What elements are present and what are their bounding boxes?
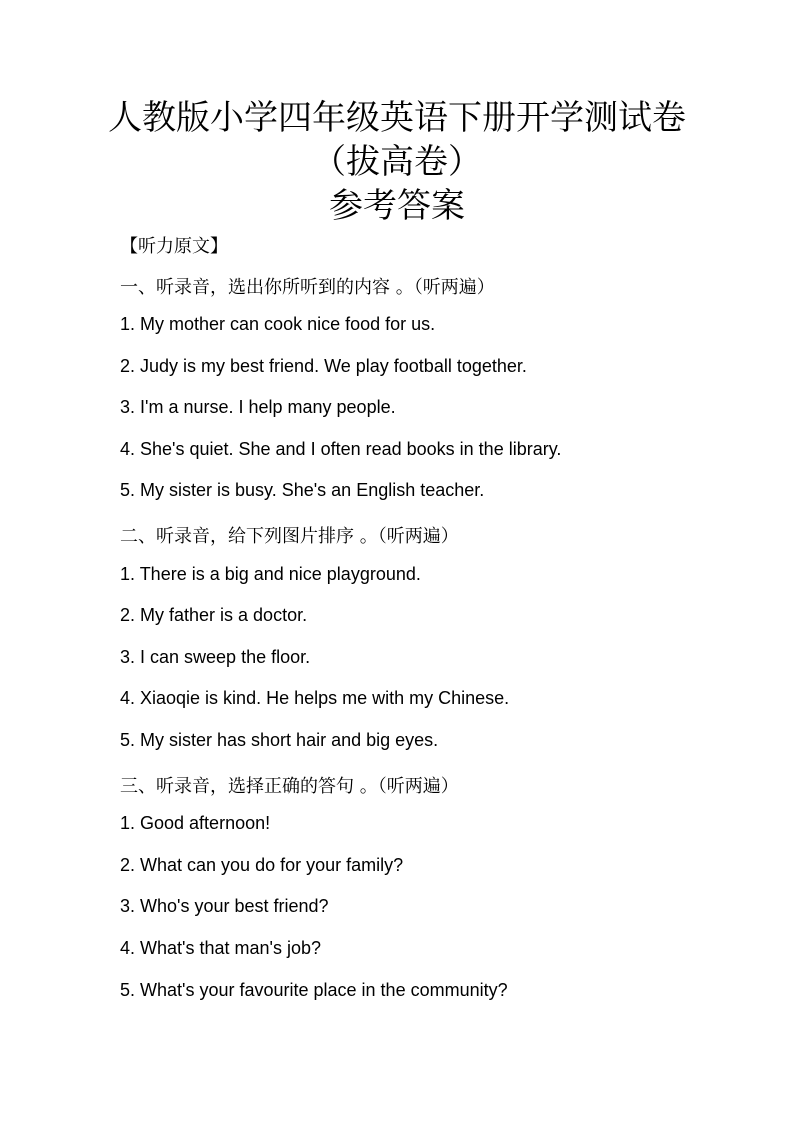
section-2-item-3: 3. I can sweep the floor. <box>120 647 311 667</box>
section-3-item-5: 5. What's your favourite place in the community? <box>120 980 508 1000</box>
title-line-3: 参考答案 <box>329 186 465 226</box>
section-2-item-2: 2. My father is a doctor. <box>120 605 308 625</box>
section-1-item-3: 3. I'm a nurse. I help many people. <box>120 397 396 417</box>
section-3-item-2: 2. What can you do for your family? <box>120 855 404 875</box>
section-2-heading: 二、听录音，给下列图片排序 。（听两遍） <box>120 526 459 547</box>
section-3-heading: 三、听录音，选择正确的答句 。（听两遍） <box>120 776 459 797</box>
title-line-2: （拔高卷） <box>312 142 482 182</box>
section-3-item-3: 3. Who's your best friend? <box>120 896 329 916</box>
title-line-1: 人教版小学四年级英语下册开学测试卷 <box>108 98 686 138</box>
section-1-item-4: 4. She's quiet. She and I often read books in the library. <box>120 439 562 459</box>
section-1-item-5: 5. My sister is busy. She's an English teacher. <box>120 480 485 500</box>
section-2-item-5: 5. My sister has short hair and big eyes. <box>120 730 439 750</box>
listening-script-label: 【听力原文】 <box>120 236 228 257</box>
section-2-item-1: 1. There is a big and nice playground. <box>120 564 421 584</box>
section-3-item-4: 4. What's that man's job? <box>120 938 321 958</box>
section-3-item-1: 1. Good afternoon! <box>120 813 271 833</box>
section-2-item-4: 4. Xiaoqie is kind. He helps me with my Chinese. <box>120 688 510 708</box>
section-1-item-2: 2. Judy is my best friend. We play football together. <box>120 356 527 376</box>
section-1-item-1: 1. My mother can cook nice food for us. <box>120 314 436 334</box>
section-1-heading: 一、听录音，选出你所听到的内容 。（听两遍） <box>120 277 495 298</box>
document-title <box>0 96 794 228</box>
